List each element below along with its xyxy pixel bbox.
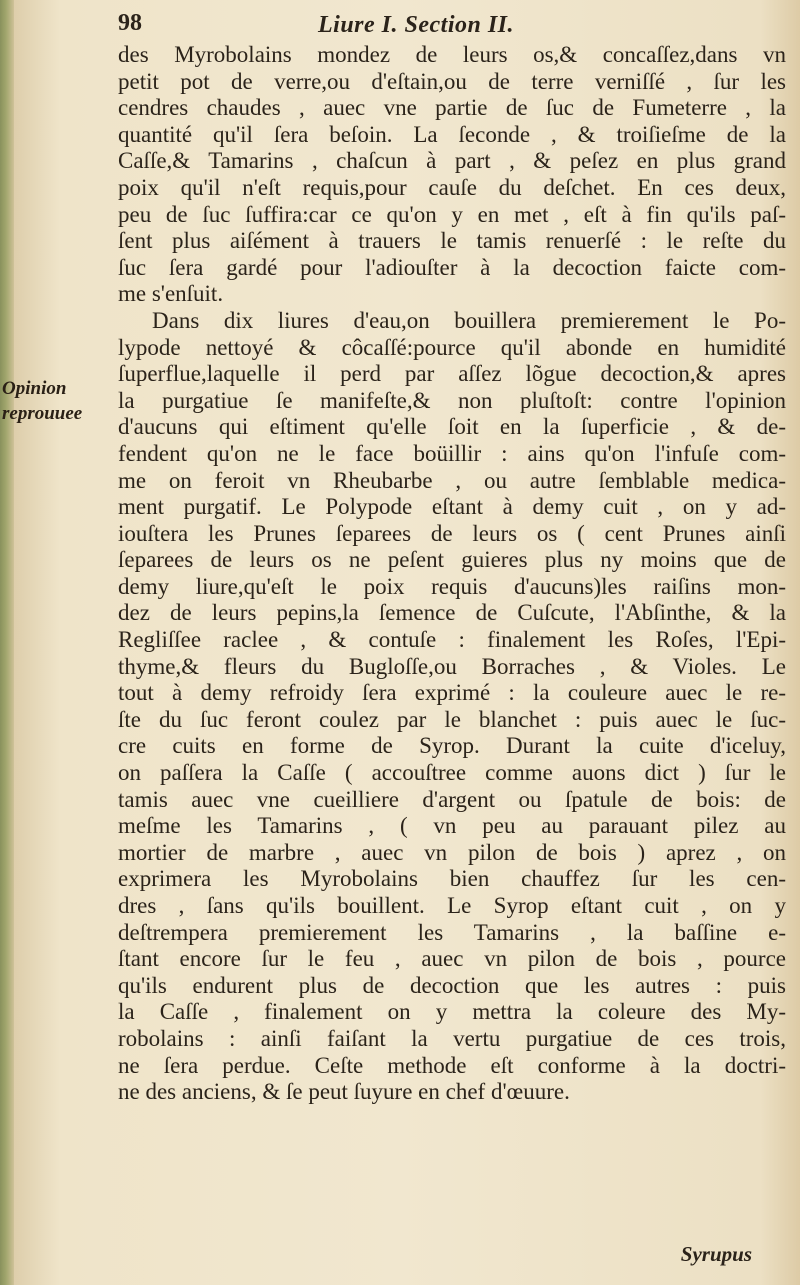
text-line: tout à demy refroidy ſera exprimé : la couleure auec le re- (118, 680, 786, 706)
text-line: dez de leurs pepins,la ſemence de Cuſcute, l'Abſinthe, & la (118, 600, 786, 626)
text-line: me s'enſuit. (118, 281, 224, 307)
text-line: peu de ſuc ſuffira:car ce qu'on y en met , eſt à fin qu'ils paſ- (118, 201, 786, 227)
text-line: Regliſſee raclee , & contuſe : finalement les Roſes, l'Epi- (118, 627, 786, 653)
text-line: ſte du ſuc feront coulez par le blanchet : puis auec le ſuc- (118, 706, 786, 732)
page-header (118, 10, 778, 44)
text-line: petit pot de verre,ou d'eſtain,ou de terre verniſſé , ſur les (118, 68, 786, 94)
text-line: on paſſera la Caſſe ( accouſtree comme auons dict ) ſur le (118, 760, 786, 786)
text-line: la purgatiue ſe manifeſte,& non pluſtoſt: contre l'opinion (118, 387, 786, 413)
text-line: ſtant encore ſur le feu , auec vn pilon de bois , pource (118, 946, 786, 972)
text-line: iouſtera les Prunes ſeparees de leurs os ( cent Prunes ainſi (118, 520, 786, 546)
margin-note-reprouuee: reprouuee (2, 403, 83, 424)
text-line: poix qu'il n'eſt requis,pour cauſe du deſchet. En ces deux, (118, 174, 786, 200)
text-line: exprimera les Myrobolains bien chauffez ſur les cen- (118, 866, 786, 892)
text-line: ne ſera perdue. Ceſte methode eſt conforme à la doctri- (118, 1052, 786, 1078)
text-line: fendent qu'on ne le face boüillir : ains qu'on l'infuſe com- (118, 440, 786, 466)
text-line: tamis auec vne cueilliere d'argent ou ſpatule de bois: de (118, 786, 786, 812)
running-head: Liure I. Section II. (318, 12, 515, 38)
text-line: Dans dix liures d'eau,on bouillera premierement le Po- (152, 307, 786, 333)
page-number: 98 (118, 10, 142, 36)
text-line: la Caſſe , finalement on y mettra la coleure des My- (118, 999, 786, 1025)
text-line: mortier de marbre , auec vn pilon de bois ) aprez , on (118, 839, 786, 865)
text-line: qu'ils endurent plus de decoction que les autres : puis (118, 972, 786, 998)
text-line: d'aucuns qui eſtiment qu'elle ſoit en la ſuperficie , & de- (118, 414, 786, 440)
text-line: lypode nettoyé & côcaſſé:pource qu'il abonde en humidité (118, 334, 786, 360)
text-line: meſme les Tamarins , ( vn peu au parauant pilez au (118, 813, 786, 839)
margin-note-opinion: Opinion (2, 378, 67, 399)
text-line: deſtrempera premierement les Tamarins , la baſſine e- (118, 919, 786, 945)
text-line: cre cuits en forme de Syrop. Durant la cuite d'iceluy, (118, 733, 786, 759)
text-line: ſuperflue,laquelle il perd par aſſez lõgue decoction,& apres (118, 361, 786, 387)
text-line: ſent plus aiſément à trauers le tamis renuerſé : le reſte du (118, 228, 786, 254)
text-line: dres , ſans qu'ils bouillent. Le Syrop eſtant cuit , on y (118, 893, 786, 918)
text-line: me on feroit vn Rheubarbe , ou autre ſemblable medica- (118, 467, 786, 493)
text-line: cendres chaudes , auec vne partie de ſuc de Fumeterre , la (118, 95, 786, 121)
text-line: demy liure,qu'eſt le poix requis d'aucuns)les raiſins mon- (118, 573, 786, 599)
text-line: ſuc ſera gardé pour l'adiouſter à la decoction faicte com- (118, 254, 786, 280)
text-line: quantité qu'il ſera beſoin. La ſeconde , & troiſieſme de la (118, 121, 786, 147)
page-gutter (0, 0, 14, 1285)
text-line: des Myrobolains mondez de leurs os,& concaſſez,dans vn (118, 42, 786, 67)
text-line: Caſſe,& Tamarins , chaſcun à part , & peſez en plus grand (118, 148, 786, 174)
text-line: ne des anciens, & ſe peut ſuyure en chef d'œuure. (118, 1079, 570, 1105)
text-line: robolains : ainſi faiſant la vertu purgatiue de ces trois, (118, 1025, 786, 1051)
text-line: thyme,& fleurs du Bugloſſe,ou Borraches , & Violes. Le (118, 653, 786, 679)
text-line: ment purgatif. Le Polypode eſtant à demy cuit , on y ad- (118, 494, 786, 520)
catchword: Syrupus (680, 1242, 752, 1266)
text-line: ſeparees de leurs os ne peſent guieres plus ny moins que de (118, 547, 786, 573)
body-text (118, 42, 786, 1106)
